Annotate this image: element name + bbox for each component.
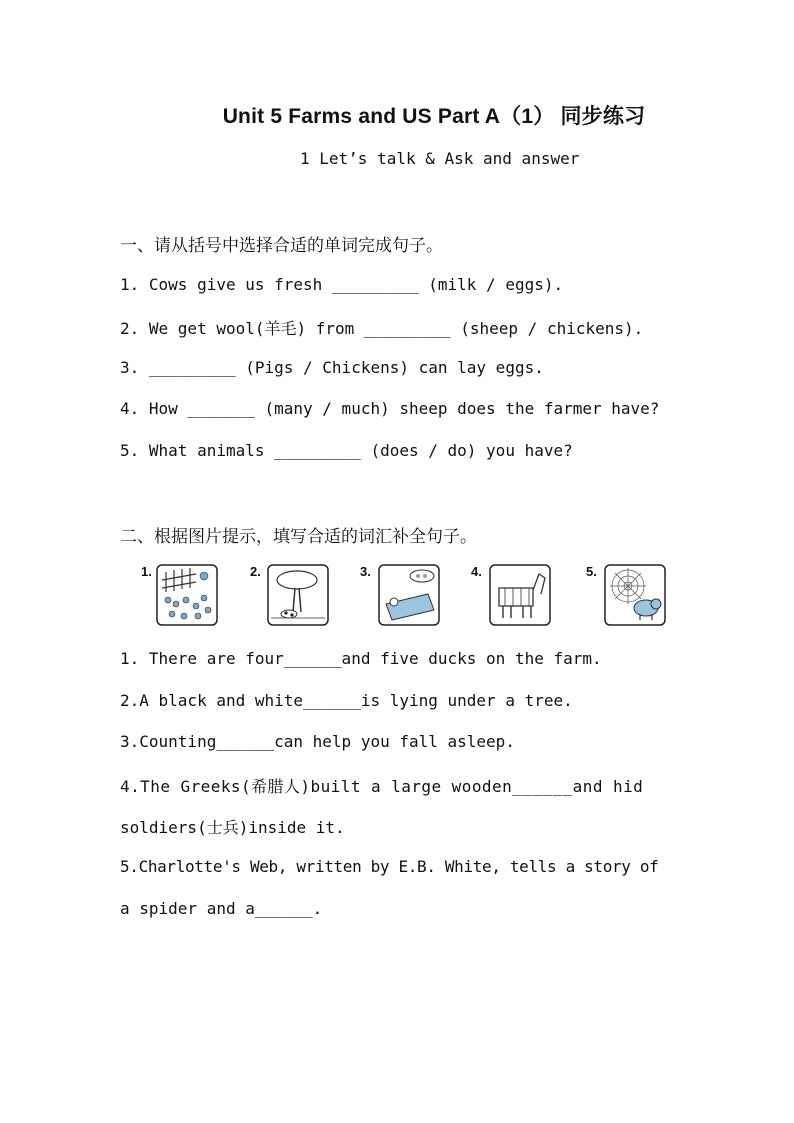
section2-sentence-2: 2.A black and white______is lying under a tree. [120, 691, 573, 710]
section1-question-5: 5. What animals _________ (does / do) you have? [120, 441, 573, 460]
section2-heading: 二、根据图片提示，填写合适的词汇补全句子。 [120, 527, 477, 547]
picture-number-4: 4. [471, 564, 482, 579]
section2-sentence-4-cont: soldiers(士兵)inside it. [120, 818, 345, 837]
section2-sentence-1: 1. There are four______and five ducks on the farm. [120, 649, 602, 668]
section1-question-3: 3. _________ (Pigs / Chickens) can lay eggs. [120, 358, 544, 377]
section1-question-1: 1. Cows give us fresh _________ (milk / eggs). [120, 275, 564, 294]
farm-ducks-picture [156, 564, 218, 626]
section2-sentence-5-cont: a spider and a______. [120, 899, 323, 918]
picture-number-2: 2. [250, 564, 261, 579]
picture-number-3: 3. [360, 564, 371, 579]
picture-number-1: 1. [141, 564, 152, 579]
section2-sentence-4: 4.The Greeks(希腊人)built a large wooden______and hid [120, 777, 644, 796]
sleeping-child-picture [378, 564, 440, 626]
section1-question-4: 4. How _______ (many / much) sheep does the farmer have? [120, 399, 660, 418]
section1-question-2: 2. We get wool(羊毛) from _________ (sheep / chickens). [120, 319, 644, 338]
section2-sentence-5: 5.Charlotte's Web, written by E.B. White, tells a story of [120, 857, 659, 876]
cow-under-tree-picture [267, 564, 329, 626]
wooden-horse-picture [489, 564, 551, 626]
section1-heading: 一、请从括号中选择合适的单词完成句子。 [120, 236, 443, 256]
picture-number-5: 5. [586, 564, 597, 579]
page-subtitle: 1 Let’s talk & Ask and answer [300, 149, 580, 168]
page-title: Unit 5 Farms and US Part A（1） 同步练习 [222, 105, 646, 128]
section2-sentence-3: 3.Counting______can help you fall asleep. [120, 732, 515, 751]
spider-web-pig-picture [604, 564, 666, 626]
